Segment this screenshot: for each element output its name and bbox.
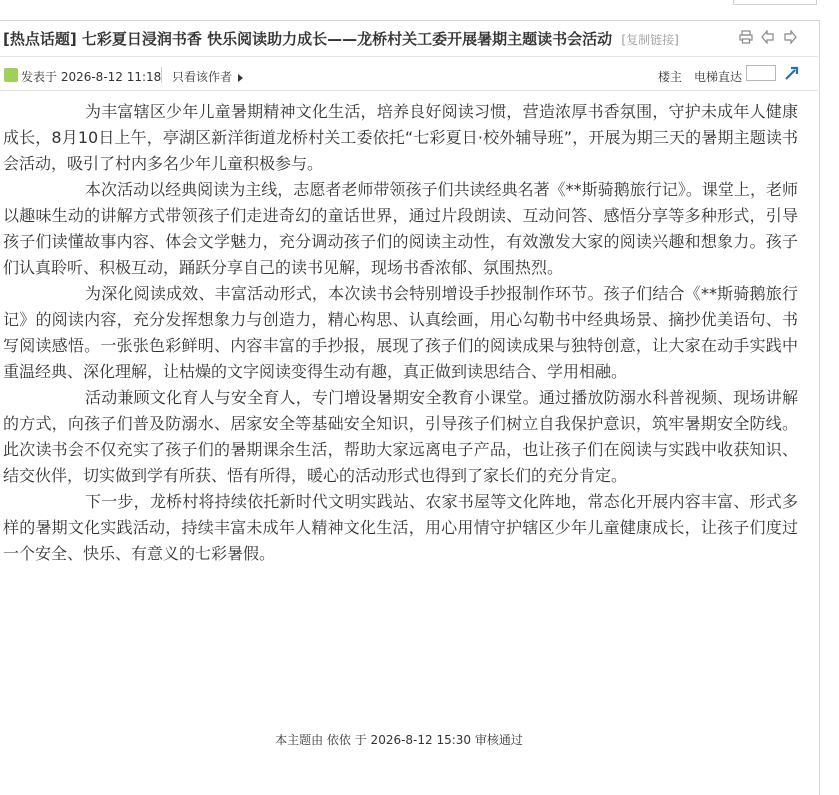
thread-title (3, 28, 679, 49)
content-paragraph: 下一步，龙桥村将持续依托新时代文明实践站、农家书屋等文化阵地，常态化开展内容丰富、形式多样的暑期文化实践活动，持续丰富未成年人精神文化生活，用心用情守护辖区少年儿童健康成长，让孩子们度过一个安全、快乐、有意义的七彩暑假。 (3, 492, 798, 563)
caret-right-icon (238, 74, 243, 82)
post-time: 发表于 2026-8-12 11:18 (21, 70, 162, 84)
copy-link[interactable]: [复制链接] (621, 33, 679, 47)
thread-title-bar (0, 21, 818, 57)
next-thread-icon[interactable] (782, 29, 798, 45)
floor-jump-input[interactable] (746, 65, 776, 81)
author-avatar-icon (4, 68, 18, 82)
review-note: 本主题由 依依 于 2026-8-12 15:30 审核通过 (275, 733, 523, 747)
content-paragraph: 为丰富辖区少年儿童暑期精神文化生活，培养良好阅读习惯，营造浓厚书香氛围，守护未成年人健康成长，8月10日上午，亭湖区新洋街道龙桥村关工委依托“七彩夏日·校外辅导班”，开展为期三天的暑期主题读书会活动，吸引了村内多名少年儿童积极参与。 (3, 102, 798, 173)
prev-thread-icon[interactable] (760, 29, 776, 45)
thread-title-text: [热点话题] 七彩夏日浸润书香 快乐阅读助力成长——龙桥村关工委开展暑期主题读书会活动 (3, 30, 613, 48)
title-tools (738, 29, 798, 45)
content-paragraph: 为深化阅读成效、丰富活动形式，本次读书会特别增设手抄报制作环节。孩子们结合《**斯骑鹅旅行记》的阅读内容，充分发挥想象力与创造力，精心构思、认真绘画，用心勾勒书中经典场景、摘抄优美语句、书写阅读感悟。一张张色彩鲜明、内容丰富的手抄报，展现了孩子们的阅读成果与独特创意，让大家在动手实践中重温经典、深化理解，让枯燥的文字阅读变得生动有趣，真正做到读思结合、学用相融。 (3, 284, 798, 381)
jump-arrow-icon[interactable] (784, 65, 800, 81)
only-author-link[interactable] (172, 68, 243, 85)
content-paragraph: 活动兼顾文化育人与安全育人，专门增设暑期安全教育小课堂。通过播放防溺水科普视频、现场讲解的方式，向孩子们普及防溺水、居家安全等基础安全知识，引导孩子们树立自我保护意识，筑牢暑期安全防线。此次读书会不仅充实了孩子们的暑期课余生活，帮助大家远离电子产品，也让孩子们在阅读与实践中收获知识、结交伙伴，切实做到学有所获、悟有所得，暖心的活动形式也得到了家长们的充分肯定。 (3, 388, 798, 485)
meta-divider (161, 67, 162, 83)
post-frame (0, 20, 820, 795)
top-right-box (733, 0, 817, 5)
jump-label: 电梯直达 (694, 70, 743, 84)
print-icon[interactable] (738, 29, 754, 45)
post-content (3, 99, 798, 567)
content-paragraph: 本次活动以经典阅读为主线，志愿者老师带领孩子们共读经典名著《**斯骑鹅旅行记》。课堂上，老师以趣味生动的讲解方式带领孩子们走进奇幻的童话世界，通过片段朗读、互动问答、感悟分享等多种形式，引导孩子们读懂故事内容、体会文学魅力，充分调动孩子们的阅读主动性，有效激发大家的阅读兴趣和想象力。孩子们认真聆听、积极互动，踊跃分享自己的读书见解，现场书香浓郁、氛围热烈。 (3, 180, 798, 277)
floor-label: 楼主 (658, 70, 683, 84)
post-meta-bar (0, 57, 818, 91)
only-author-label: 只看该作者 (172, 70, 233, 84)
